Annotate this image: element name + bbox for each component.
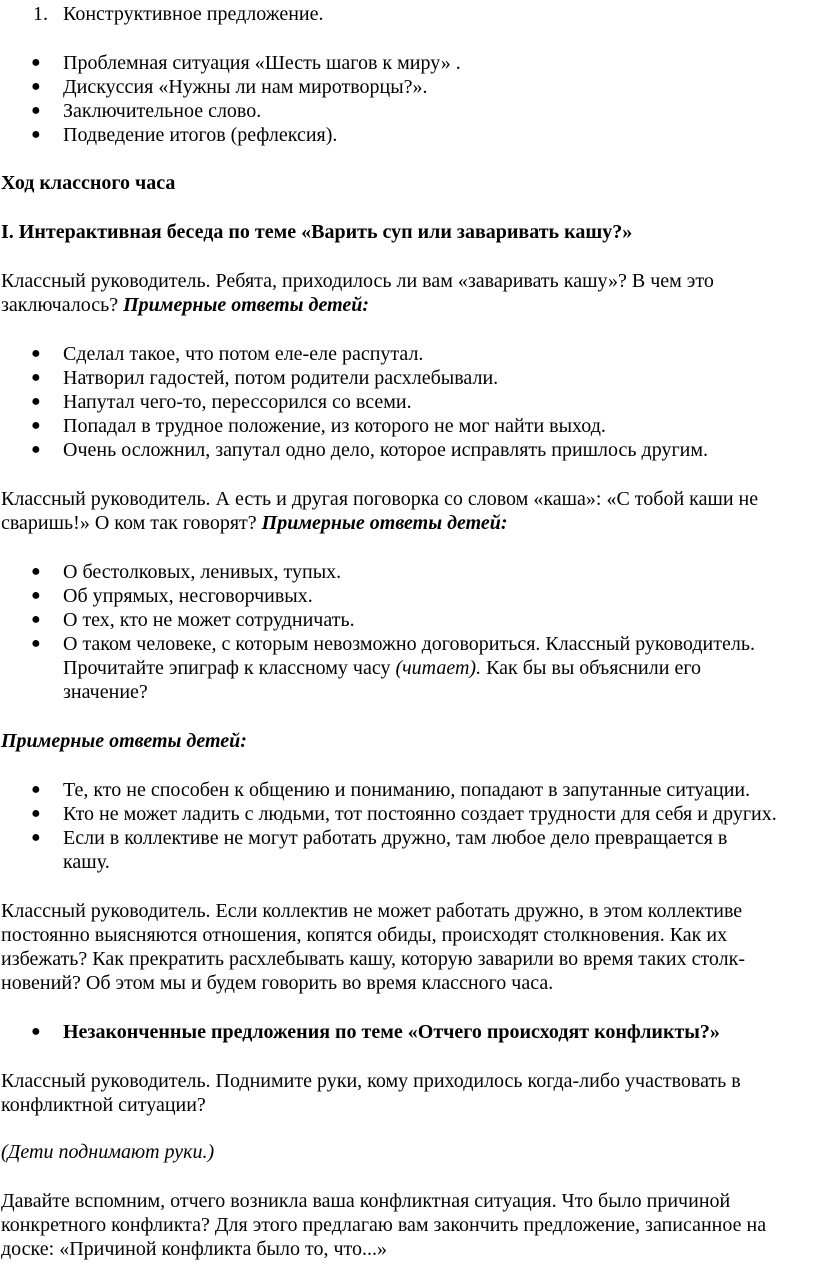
bullet-icon: ● [31, 369, 41, 386]
bullet-icon: ● [31, 1023, 41, 1040]
paragraph-line [1, 511, 508, 535]
paragraph-line: новений? Об этом мы и будем говорить во время классного часа. [1, 972, 554, 994]
list-item: Проблемная ситуация «Шесть шагов к миру» . [63, 52, 461, 74]
list-item: Попадал в трудное положение, из которого не мог найти выход. [63, 415, 606, 437]
list-item-continuation [63, 656, 701, 680]
sample-answers-heading: Примерные ответы детей: [1, 730, 247, 752]
list-item: Те, кто не способен к общению и пониманию, попадают в запутанные ситуации. [63, 779, 751, 801]
bullet-icon: ● [31, 126, 41, 143]
paragraph-text: заключалось? [1, 294, 119, 316]
bullet-icon: ● [31, 805, 41, 822]
bullet-icon: ● [31, 611, 41, 628]
paragraph-line: избежать? Как прекратить расхлебывать кашу, которую заварили во время таких столк- [1, 948, 746, 970]
paragraph-line: конфликтной ситуации? [1, 1094, 206, 1116]
paragraph-line [1, 293, 369, 317]
paragraph-line: Классный руководитель. А есть и другая поговорка со словом «каша»: «С тобой каши не [1, 488, 759, 510]
bullet-icon: ● [31, 635, 41, 652]
bullet-icon: ● [31, 102, 41, 119]
paragraph-line: конкретного конфликта? Для этого предлагаю вам закончить предложение, записанное на [1, 1214, 767, 1236]
list-item: Напутал чего-то, перессорился со всеми. [63, 391, 412, 413]
bullet-icon: ● [31, 78, 41, 95]
list-item: Если в коллективе не могут работать дружно, там любое дело превращается в [63, 827, 728, 849]
list-item: О тех, кто не может сотрудничать. [63, 609, 355, 631]
bullet-icon: ● [31, 563, 41, 580]
bullet-icon: ● [31, 829, 41, 846]
paragraph-line: Классный руководитель. Если коллектив не может работать дружно, в этом коллективе [1, 900, 743, 922]
list-item: Подведение итогов (рефлексия). [63, 124, 338, 146]
paragraph-line: Давайте вспомним, отчего возникла ваша конфликтная ситуация. Что было причиной [1, 1190, 731, 1212]
list-item: Сделал такое, что потом еле-еле распутал. [63, 343, 424, 365]
paragraph-line: Классный руководитель. Поднимите руки, кому приходилось когда-либо участвовать в [1, 1070, 741, 1092]
list-item: Заключительное слово. [63, 100, 262, 122]
numbered-item-text: Конструктивное предложение. [63, 3, 324, 25]
paragraph-text: сваришь!» О ком так говорят? [1, 512, 257, 534]
list-item-continuation: значение? [63, 681, 148, 703]
list-item: Кто не может ладить с людьми, тот постоянно создает трудности для себя и других. [63, 803, 777, 825]
list-item: О таком человеке, с которым невозможно договориться. Классный руководитель. [63, 633, 755, 655]
list-item: Очень осложнил, запутал одно дело, которое исправлять пришлось другим. [63, 439, 709, 461]
bullet-icon: ● [31, 345, 41, 362]
bullet-icon: ● [31, 417, 41, 434]
stage-direction: (читает). [395, 657, 482, 679]
bullet-icon: ● [31, 54, 41, 71]
list-item-continuation: кашу. [63, 851, 110, 873]
paragraph-line: Классный руководитель. Ребята, приходилось ли вам «заваривать кашу»? В чем это [1, 270, 714, 292]
list-item: Об упрямых, несговорчивых. [63, 585, 313, 607]
list-number: 1. [33, 3, 48, 25]
sample-answers-label: Примерные ответы детей: [261, 512, 508, 534]
list-item: О бестолковых, ленивых, тупых. [63, 561, 342, 583]
paragraph-line: постоянно выясняются отношения, копятся обиды, происходят столкновения. Как их [1, 924, 728, 946]
bullet-icon: ● [31, 393, 41, 410]
stage-direction: (Дети поднимают руки.) [1, 1141, 215, 1163]
sample-answers-label: Примерные ответы детей: [123, 294, 370, 316]
section-bullet-title: Незаконченные предложения по теме «Отчего происходят конфликты?» [63, 1021, 720, 1043]
section-heading: Ход классного часа [1, 172, 176, 194]
list-item-text: Как бы вы объяснили его [486, 657, 702, 679]
bullet-icon: ● [31, 781, 41, 798]
list-item-text: Прочитайте эпиграф к классному часу [63, 657, 391, 679]
section-title: I. Интерактивная беседа по теме «Варить суп или заваривать кашу?» [1, 221, 633, 243]
bullet-icon: ● [31, 587, 41, 604]
list-item: Натворил гадостей, потом родители расхлебывали. [63, 367, 499, 389]
bullet-icon: ● [31, 441, 41, 458]
list-item: Дискуссия «Нужны ли нам миротворцы?». [63, 76, 428, 98]
paragraph-line: доске: «Причиной конфликта было то, что...» [1, 1238, 387, 1260]
